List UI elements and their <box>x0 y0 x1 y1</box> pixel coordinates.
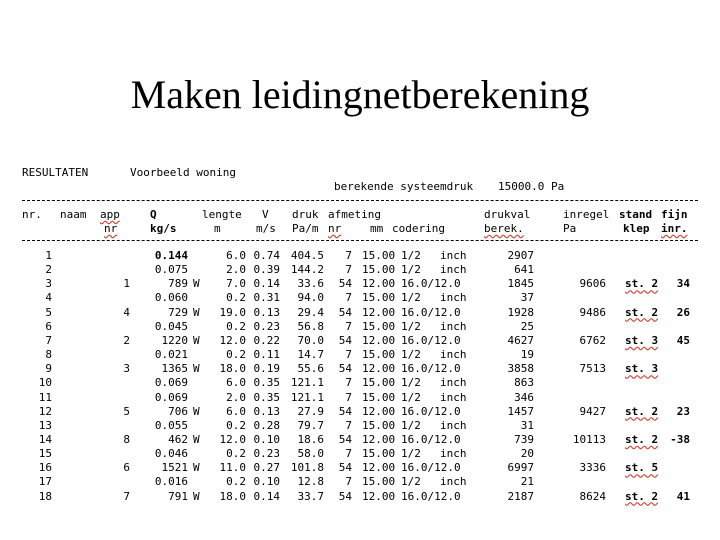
row-berek: 641 <box>514 263 534 277</box>
row-lengte: 12.0 <box>219 432 246 446</box>
row-mm: 12.00 <box>362 489 396 503</box>
row-nr: 3 <box>45 277 52 291</box>
row-v: 0.14 <box>253 489 280 503</box>
row-berek: 19 <box>520 348 534 362</box>
row-lengte: 6.0 <box>226 404 246 418</box>
row-afmeting-nr: 7 <box>345 376 352 390</box>
row-codering: 16.0/12.0 <box>401 305 461 319</box>
col-app: app <box>100 208 120 221</box>
row-inch: inch <box>440 263 467 277</box>
row-unit: W <box>193 489 200 503</box>
row-berek: 25 <box>520 319 534 333</box>
row-nr: 9 <box>45 362 52 376</box>
col-q: Q <box>150 208 157 221</box>
row-lengte: 18.0 <box>219 489 246 503</box>
table-row <box>0 461 720 475</box>
row-berek: 21 <box>520 475 534 489</box>
row-nr: 2 <box>45 263 52 277</box>
row-nr: 11 <box>38 390 52 404</box>
row-mm: 15.00 <box>362 390 396 404</box>
row-v: 0.39 <box>253 263 280 277</box>
row-codering: 16.0/12.0 <box>401 461 461 475</box>
row-unit: W <box>193 305 200 319</box>
row-druk: 121.1 <box>290 390 324 404</box>
row-nr: 6 <box>45 319 52 333</box>
row-druk: 94.0 <box>297 291 324 305</box>
row-nr: 18 <box>38 489 52 503</box>
col-druk: druk <box>292 208 319 221</box>
row-q: 0.060 <box>154 291 188 305</box>
row-druk: 404.5 <box>290 249 324 262</box>
table-row <box>0 348 720 362</box>
row-mm: 15.00 <box>362 447 396 461</box>
row-codering: 16.0/12.0 <box>401 489 461 503</box>
row-berek: 1457 <box>507 404 534 418</box>
table-row <box>0 475 720 489</box>
table-row <box>0 391 720 405</box>
row-q: 0.016 <box>154 475 188 489</box>
row-q: 0.144 <box>154 249 188 262</box>
row-afmeting-nr: 7 <box>345 348 352 362</box>
row-mm: 15.00 <box>362 348 396 362</box>
row-lengte: 7.0 <box>226 277 246 291</box>
row-v: 0.19 <box>253 362 280 376</box>
col-drukval: drukval <box>484 208 531 221</box>
row-lengte: 12.0 <box>219 333 246 347</box>
divider-header <box>22 240 698 241</box>
table-row <box>0 376 720 390</box>
col-naam: naam <box>60 208 87 221</box>
row-inregel: 7513 <box>579 362 606 376</box>
row-lengte: 0.2 <box>226 447 246 461</box>
row-inch: inch <box>440 291 467 305</box>
row-codering: 16.0/12.0 <box>401 333 461 347</box>
row-app: 1 <box>123 277 130 291</box>
row-lengte: 11.0 <box>219 461 246 475</box>
table-row <box>0 447 720 461</box>
row-mm: 15.00 <box>362 376 396 390</box>
row-afmeting-nr: 7 <box>345 418 352 432</box>
row-mm: 12.00 <box>362 461 396 475</box>
row-afmeting-nr: 54 <box>338 404 352 418</box>
row-druk: 29.4 <box>297 305 324 319</box>
row-codering: 1/2 <box>401 390 421 404</box>
row-nr: 13 <box>38 418 52 432</box>
row-codering: 1/2 <box>401 291 421 305</box>
row-fijn: -38 <box>670 432 690 446</box>
row-afmeting-nr: 54 <box>338 489 352 503</box>
row-v: 0.35 <box>253 376 280 390</box>
row-inregel: 10113 <box>572 432 606 446</box>
row-fijn: 26 <box>676 305 690 319</box>
col-nr: nr. <box>22 208 42 221</box>
row-unit: W <box>193 277 200 291</box>
row-lengte: 19.0 <box>219 305 246 319</box>
row-mm: 15.00 <box>362 249 396 262</box>
row-lengte: 0.2 <box>226 291 246 305</box>
row-v: 0.14 <box>253 277 280 291</box>
row-lengte: 0.2 <box>226 475 246 489</box>
row-mm: 12.00 <box>362 333 396 347</box>
row-inch: inch <box>440 376 467 390</box>
row-druk: 79.7 <box>297 418 324 432</box>
row-afmeting-nr: 7 <box>345 249 352 262</box>
system-pressure-value: 15000.0 Pa <box>498 180 565 193</box>
row-q: 0.021 <box>154 348 188 362</box>
row-codering: 16.0/12.0 <box>401 362 461 376</box>
row-codering: 1/2 <box>401 263 421 277</box>
row-unit: W <box>193 404 200 418</box>
col-berek: berek. <box>484 222 524 235</box>
system-pressure-label: berekende systeemdruk <box>334 180 474 193</box>
row-mm: 15.00 <box>362 418 396 432</box>
row-codering: 1/2 <box>401 249 421 262</box>
row-stand: st. 2 <box>625 305 659 319</box>
row-inch: inch <box>440 390 467 404</box>
row-codering: 1/2 <box>401 319 421 333</box>
row-nr: 16 <box>38 461 52 475</box>
col-app-nr: nr <box>104 222 118 235</box>
row-q: 0.055 <box>154 418 188 432</box>
row-berek: 2187 <box>507 489 534 503</box>
row-q: 706 <box>168 404 188 418</box>
row-afmeting-nr: 7 <box>345 447 352 461</box>
row-druk: 70.0 <box>297 333 324 347</box>
row-afmeting-nr: 7 <box>345 291 352 305</box>
col-inregel-unit: Pa <box>563 222 577 235</box>
row-v: 0.74 <box>253 249 280 262</box>
row-stand: st. 3 <box>625 333 659 347</box>
row-afmeting-nr: 54 <box>338 432 352 446</box>
row-afmeting-nr: 54 <box>338 333 352 347</box>
row-mm: 15.00 <box>362 475 396 489</box>
row-fijn: 45 <box>676 333 690 347</box>
row-app: 3 <box>123 362 130 376</box>
table-row <box>0 419 720 433</box>
row-berek: 1845 <box>507 277 534 291</box>
row-q: 0.045 <box>154 319 188 333</box>
row-q: 462 <box>168 432 188 446</box>
row-druk: 18.6 <box>297 432 324 446</box>
row-nr: 14 <box>38 432 52 446</box>
row-berek: 37 <box>520 291 534 305</box>
row-inch: inch <box>440 447 467 461</box>
row-v: 0.27 <box>253 461 280 475</box>
row-inregel: 8624 <box>579 489 606 503</box>
row-q: 1521 <box>161 461 188 475</box>
row-inregel: 6762 <box>579 333 606 347</box>
row-stand: st. 3 <box>625 362 659 376</box>
row-afmeting-nr: 7 <box>345 263 352 277</box>
row-druk: 55.6 <box>297 362 324 376</box>
row-fijn: 34 <box>676 277 690 291</box>
row-mm: 15.00 <box>362 319 396 333</box>
col-druk-unit: Pa/m <box>292 222 319 235</box>
row-v: 0.13 <box>253 305 280 319</box>
row-v: 0.23 <box>253 447 280 461</box>
row-nr: 4 <box>45 291 52 305</box>
row-inregel: 9486 <box>579 305 606 319</box>
row-lengte: 6.0 <box>226 376 246 390</box>
row-q: 0.069 <box>154 376 188 390</box>
divider-top <box>22 200 698 201</box>
row-inregel: 3336 <box>579 461 606 475</box>
row-mm: 15.00 <box>362 291 396 305</box>
row-codering: 1/2 <box>401 475 421 489</box>
row-fijn: 41 <box>676 489 690 503</box>
row-afmeting-nr: 54 <box>338 277 352 291</box>
row-q: 789 <box>168 277 188 291</box>
row-app: 5 <box>123 404 130 418</box>
row-berek: 20 <box>520 447 534 461</box>
row-inch: inch <box>440 319 467 333</box>
row-fijn: 23 <box>676 404 690 418</box>
col-klep: klep <box>623 222 650 235</box>
col-afmeting-nr: nr <box>328 222 342 235</box>
row-unit: W <box>193 333 200 347</box>
row-q: 0.046 <box>154 447 188 461</box>
col-lengte-unit: m <box>214 222 221 235</box>
row-berek: 863 <box>514 376 534 390</box>
col-stand: stand <box>619 208 653 221</box>
table-row <box>0 405 720 419</box>
row-afmeting-nr: 54 <box>338 305 352 319</box>
row-unit: W <box>193 461 200 475</box>
row-afmeting-nr: 7 <box>345 319 352 333</box>
row-inch: inch <box>440 475 467 489</box>
row-lengte: 18.0 <box>219 362 246 376</box>
col-codering: codering <box>392 222 445 235</box>
row-inch: inch <box>440 348 467 362</box>
row-lengte: 0.2 <box>226 319 246 333</box>
row-nr: 12 <box>38 404 52 418</box>
row-q: 0.069 <box>154 390 188 404</box>
row-v: 0.11 <box>253 348 280 362</box>
row-stand: st. 2 <box>625 404 659 418</box>
row-v: 0.13 <box>253 404 280 418</box>
row-app: 2 <box>123 333 130 347</box>
row-q: 1365 <box>161 362 188 376</box>
table-row <box>0 433 720 447</box>
row-codering: 16.0/12.0 <box>401 432 461 446</box>
row-v: 0.23 <box>253 319 280 333</box>
row-nr: 5 <box>45 305 52 319</box>
table-row <box>0 249 720 263</box>
project-name: Voorbeeld woning <box>130 166 236 179</box>
col-lengte: lengte <box>202 208 242 221</box>
row-app: 4 <box>123 305 130 319</box>
row-druk: 27.9 <box>297 404 324 418</box>
row-druk: 144.2 <box>290 263 324 277</box>
row-v: 0.10 <box>253 432 280 446</box>
row-v: 0.28 <box>253 418 280 432</box>
resultaten-label: RESULTATEN <box>22 166 89 179</box>
table-row <box>0 263 720 277</box>
row-afmeting-nr: 54 <box>338 362 352 376</box>
row-berek: 3858 <box>507 362 534 376</box>
row-mm: 12.00 <box>362 277 396 291</box>
row-inregel: 9427 <box>579 404 606 418</box>
row-lengte: 2.0 <box>226 390 246 404</box>
row-codering: 16.0/12.0 <box>401 404 461 418</box>
row-lengte: 0.2 <box>226 348 246 362</box>
row-berek: 6997 <box>507 461 534 475</box>
table-row <box>0 306 720 320</box>
row-codering: 1/2 <box>401 376 421 390</box>
row-app: 6 <box>123 461 130 475</box>
table-row <box>0 490 720 504</box>
row-afmeting-nr: 7 <box>345 390 352 404</box>
row-druk: 101.8 <box>290 461 324 475</box>
col-inregel: inregel <box>563 208 610 221</box>
row-berek: 31 <box>520 418 534 432</box>
row-unit: W <box>193 362 200 376</box>
row-mm: 12.00 <box>362 432 396 446</box>
row-codering: 16.0/12.0 <box>401 277 461 291</box>
row-v: 0.22 <box>253 333 280 347</box>
row-unit: W <box>193 432 200 446</box>
row-druk: 14.7 <box>297 348 324 362</box>
col-afmeting-mm: mm <box>370 222 384 235</box>
row-codering: 1/2 <box>401 348 421 362</box>
table-row <box>0 334 720 348</box>
row-berek: 1928 <box>507 305 534 319</box>
row-mm: 12.00 <box>362 305 396 319</box>
col-v-unit: m/s <box>256 222 276 235</box>
col-inr: inr. <box>661 222 688 235</box>
col-v: V <box>262 208 269 221</box>
row-q: 729 <box>168 305 188 319</box>
row-codering: 1/2 <box>401 418 421 432</box>
row-afmeting-nr: 54 <box>338 461 352 475</box>
row-q: 1220 <box>161 333 188 347</box>
row-mm: 15.00 <box>362 263 396 277</box>
col-afmeting: afmeting <box>328 208 381 221</box>
col-fijn: fijn <box>661 208 688 221</box>
col-q-unit: kg/s <box>150 222 177 235</box>
row-q: 791 <box>168 489 188 503</box>
row-lengte: 6.0 <box>226 249 246 262</box>
row-nr: 1 <box>45 249 52 262</box>
row-berek: 2907 <box>507 249 534 262</box>
row-lengte: 0.2 <box>226 418 246 432</box>
row-berek: 4627 <box>507 333 534 347</box>
row-druk: 56.8 <box>297 319 324 333</box>
row-druk: 33.6 <box>297 277 324 291</box>
row-nr: 8 <box>45 348 52 362</box>
row-inch: inch <box>440 418 467 432</box>
row-nr: 15 <box>38 447 52 461</box>
row-lengte: 2.0 <box>226 263 246 277</box>
table-row <box>0 320 720 334</box>
row-codering: 1/2 <box>401 447 421 461</box>
row-stand: st. 2 <box>625 277 659 291</box>
row-nr: 10 <box>38 376 52 390</box>
row-q: 0.075 <box>154 263 188 277</box>
row-nr: 17 <box>38 475 52 489</box>
row-v: 0.10 <box>253 475 280 489</box>
table-row <box>0 362 720 376</box>
row-inregel: 9606 <box>579 277 606 291</box>
row-app: 7 <box>123 489 130 503</box>
row-stand: st. 2 <box>625 489 659 503</box>
row-berek: 346 <box>514 390 534 404</box>
row-druk: 121.1 <box>290 376 324 390</box>
row-v: 0.35 <box>253 390 280 404</box>
table-row <box>0 291 720 305</box>
row-afmeting-nr: 7 <box>345 475 352 489</box>
row-berek: 739 <box>514 432 534 446</box>
row-mm: 12.00 <box>362 362 396 376</box>
row-druk: 58.0 <box>297 447 324 461</box>
row-druk: 33.7 <box>297 489 324 503</box>
row-stand: st. 2 <box>625 432 659 446</box>
row-v: 0.31 <box>253 291 280 305</box>
row-stand: st. 5 <box>625 461 659 475</box>
row-inch: inch <box>440 249 467 262</box>
row-nr: 7 <box>45 333 52 347</box>
row-mm: 12.00 <box>362 404 396 418</box>
row-druk: 12.8 <box>297 475 324 489</box>
table-row <box>0 277 720 291</box>
slide-title: Maken leidingnetberekening <box>130 72 590 117</box>
row-app: 8 <box>123 432 130 446</box>
